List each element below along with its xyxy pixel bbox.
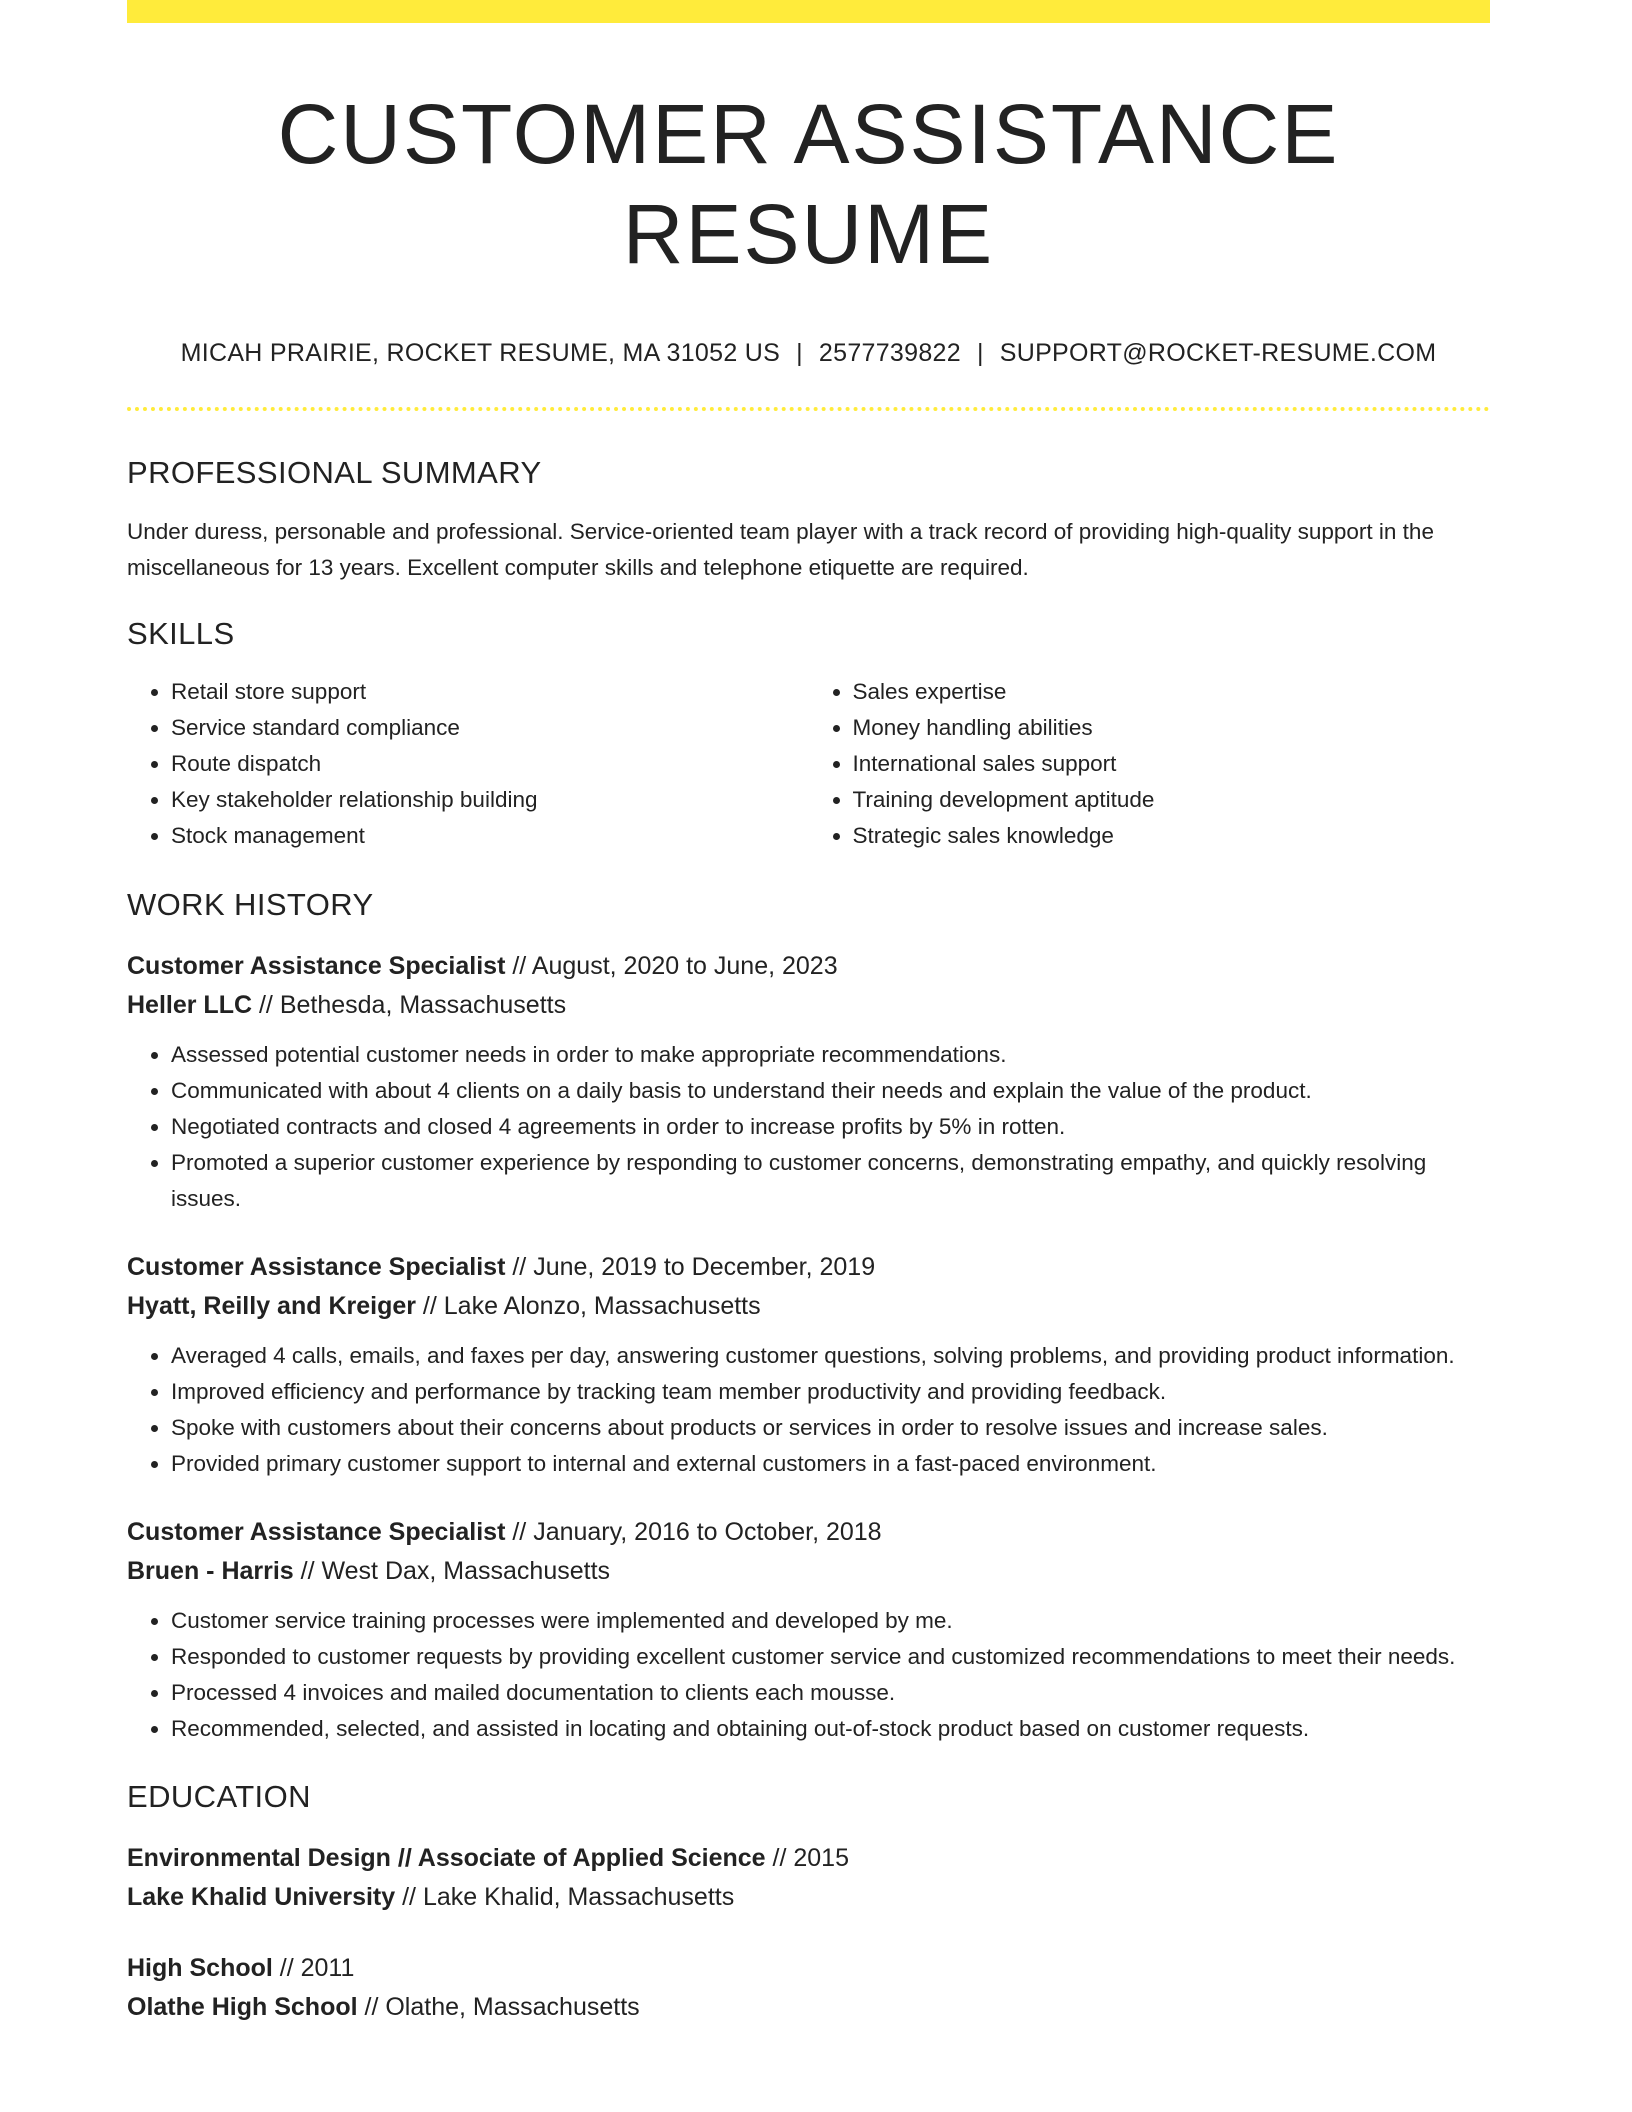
job-company-line [127, 986, 1490, 1025]
job-bullet: • Recommended, selected, and assisted in locating and obtaining out-of-stock product based on customer requests. [171, 1711, 1490, 1747]
education-section [127, 1779, 1490, 2027]
resume-title: CUSTOMER ASSISTANCE RESUME [277, 87, 1340, 281]
skill-item: • Strategic sales knowledge [853, 818, 1491, 854]
job-title: Customer Assistance Specialist [127, 1518, 506, 1546]
job-bullet: • Spoke with customers about their concerns about products or services in order to resolve issues and increase sales. [171, 1410, 1490, 1446]
contact-address: MICAH PRAIRIE, ROCKET RESUME, MA 31052 US [180, 339, 781, 367]
contact-phone: 2577739822 [818, 339, 961, 367]
job-title-line [127, 947, 1490, 986]
job-bullet: • Negotiated contracts and closed 4 agreements in order to increase profits by 5% in rotten. [171, 1109, 1490, 1145]
summary-text: Under duress, personable and professional. Service-oriented team player with a track record of providing high-quality support in the miscellaneous for 13 years. Excellent computer skills and telephone etiquette are required. [127, 519, 1434, 580]
skills-list-right [809, 674, 1491, 854]
job-location: // Lake Alonzo, Massachusetts [415, 1292, 761, 1320]
job-title: Customer Assistance Specialist [127, 952, 506, 980]
job-bullet: • Provided primary customer support to internal and external customers in a fast-paced environment. [171, 1446, 1490, 1482]
skill-item: • Sales expertise [853, 674, 1491, 710]
job-location: // West Dax, Massachusetts [293, 1557, 611, 1585]
job-bullet: • Processed 4 invoices and mailed documentation to clients each mousse. [171, 1675, 1490, 1711]
skill-item: • Retail store support [171, 674, 809, 710]
education-degree: High School [127, 1954, 273, 1982]
job-bullet: • Averaged 4 calls, emails, and faxes per day, answering customer questions, solving problems, and providing product information. [171, 1338, 1490, 1374]
section-heading-skills: SKILLS [127, 616, 235, 651]
contact-separator: | [796, 339, 803, 367]
job-bullet: • Responded to customer requests by providing excellent customer service and customized recommendations to meet their needs. [171, 1639, 1490, 1675]
contact-line [127, 338, 1490, 368]
job-title-line [127, 1248, 1490, 1287]
job-title-line [127, 1513, 1490, 1552]
job-dates: // August, 2020 to June, 2023 [505, 952, 838, 980]
job-bullet: • Assessed potential customer needs in order to make appropriate recommendations. [171, 1037, 1490, 1073]
work-history-section [127, 887, 1490, 1747]
job-bullet: • Promoted a superior customer experience by responding to customer concerns, demonstrating empathy, and quickly resolving issues. [171, 1145, 1490, 1217]
job-entry [127, 1248, 1490, 1482]
job-entry [127, 1513, 1490, 1747]
education-school: Lake Khalid University [127, 1883, 396, 1911]
skill-item: • Service standard compliance [171, 710, 809, 746]
education-location: // Lake Khalid, Massachusetts [395, 1883, 735, 1911]
job-bullets [127, 1037, 1490, 1217]
skills-columns [127, 674, 1490, 854]
job-entry [127, 947, 1490, 1217]
education-degree: Environmental Design // Associate of Applied Science [127, 1844, 766, 1872]
job-company-line [127, 1552, 1490, 1591]
job-dates: // June, 2019 to December, 2019 [505, 1253, 876, 1281]
education-school-line [127, 1988, 1490, 2027]
education-entry [127, 1839, 1490, 1917]
job-company: Heller LLC [127, 991, 253, 1019]
skill-item: • Money handling abilities [853, 710, 1491, 746]
section-heading-summary: PROFESSIONAL SUMMARY [127, 455, 542, 490]
resume-page [127, 0, 1490, 2027]
job-company: Bruen - Harris [127, 1557, 294, 1585]
job-bullet: • Communicated with about 4 clients on a daily basis to understand their needs and explain the value of the product. [171, 1073, 1490, 1109]
contact-email[interactable]: SUPPORT@ROCKET-RESUME.COM [999, 339, 1437, 367]
dotted-divider [127, 407, 1490, 411]
summary-section [127, 455, 1490, 586]
skill-item: • Stock management [171, 818, 809, 854]
skill-item: • Training development aptitude [853, 782, 1491, 818]
job-dates: // January, 2016 to October, 2018 [505, 1518, 882, 1546]
job-bullet: • Improved efficiency and performance by tracking team member productivity and providing feedback. [171, 1374, 1490, 1410]
education-school-line [127, 1878, 1490, 1917]
education-school: Olathe High School [127, 1993, 358, 2021]
skills-list-left [127, 674, 809, 854]
education-year: // 2015 [765, 1844, 849, 1872]
skill-item: • Key stakeholder relationship building [171, 782, 809, 818]
skills-section [127, 616, 1490, 854]
job-company: Hyatt, Reilly and Kreiger [127, 1292, 416, 1320]
section-heading-education: EDUCATION [127, 1779, 311, 1814]
job-bullets [127, 1603, 1490, 1747]
job-bullet: • Customer service training processes were implemented and developed by me. [171, 1603, 1490, 1639]
skill-item: • Route dispatch [171, 746, 809, 782]
job-company-line [127, 1287, 1490, 1326]
education-entry [127, 1949, 1490, 2027]
education-year: // 2011 [272, 1954, 355, 1982]
job-location: // Bethesda, Massachusetts [252, 991, 567, 1019]
education-degree-line [127, 1839, 1490, 1878]
accent-bar [127, 0, 1490, 23]
education-degree-line [127, 1949, 1490, 1988]
education-location: // Olathe, Massachusetts [357, 1993, 640, 2021]
skill-item: • International sales support [853, 746, 1491, 782]
contact-separator: | [976, 339, 984, 367]
section-heading-work: WORK HISTORY [127, 887, 374, 922]
job-bullets [127, 1338, 1490, 1482]
job-title: Customer Assistance Specialist [127, 1253, 506, 1281]
